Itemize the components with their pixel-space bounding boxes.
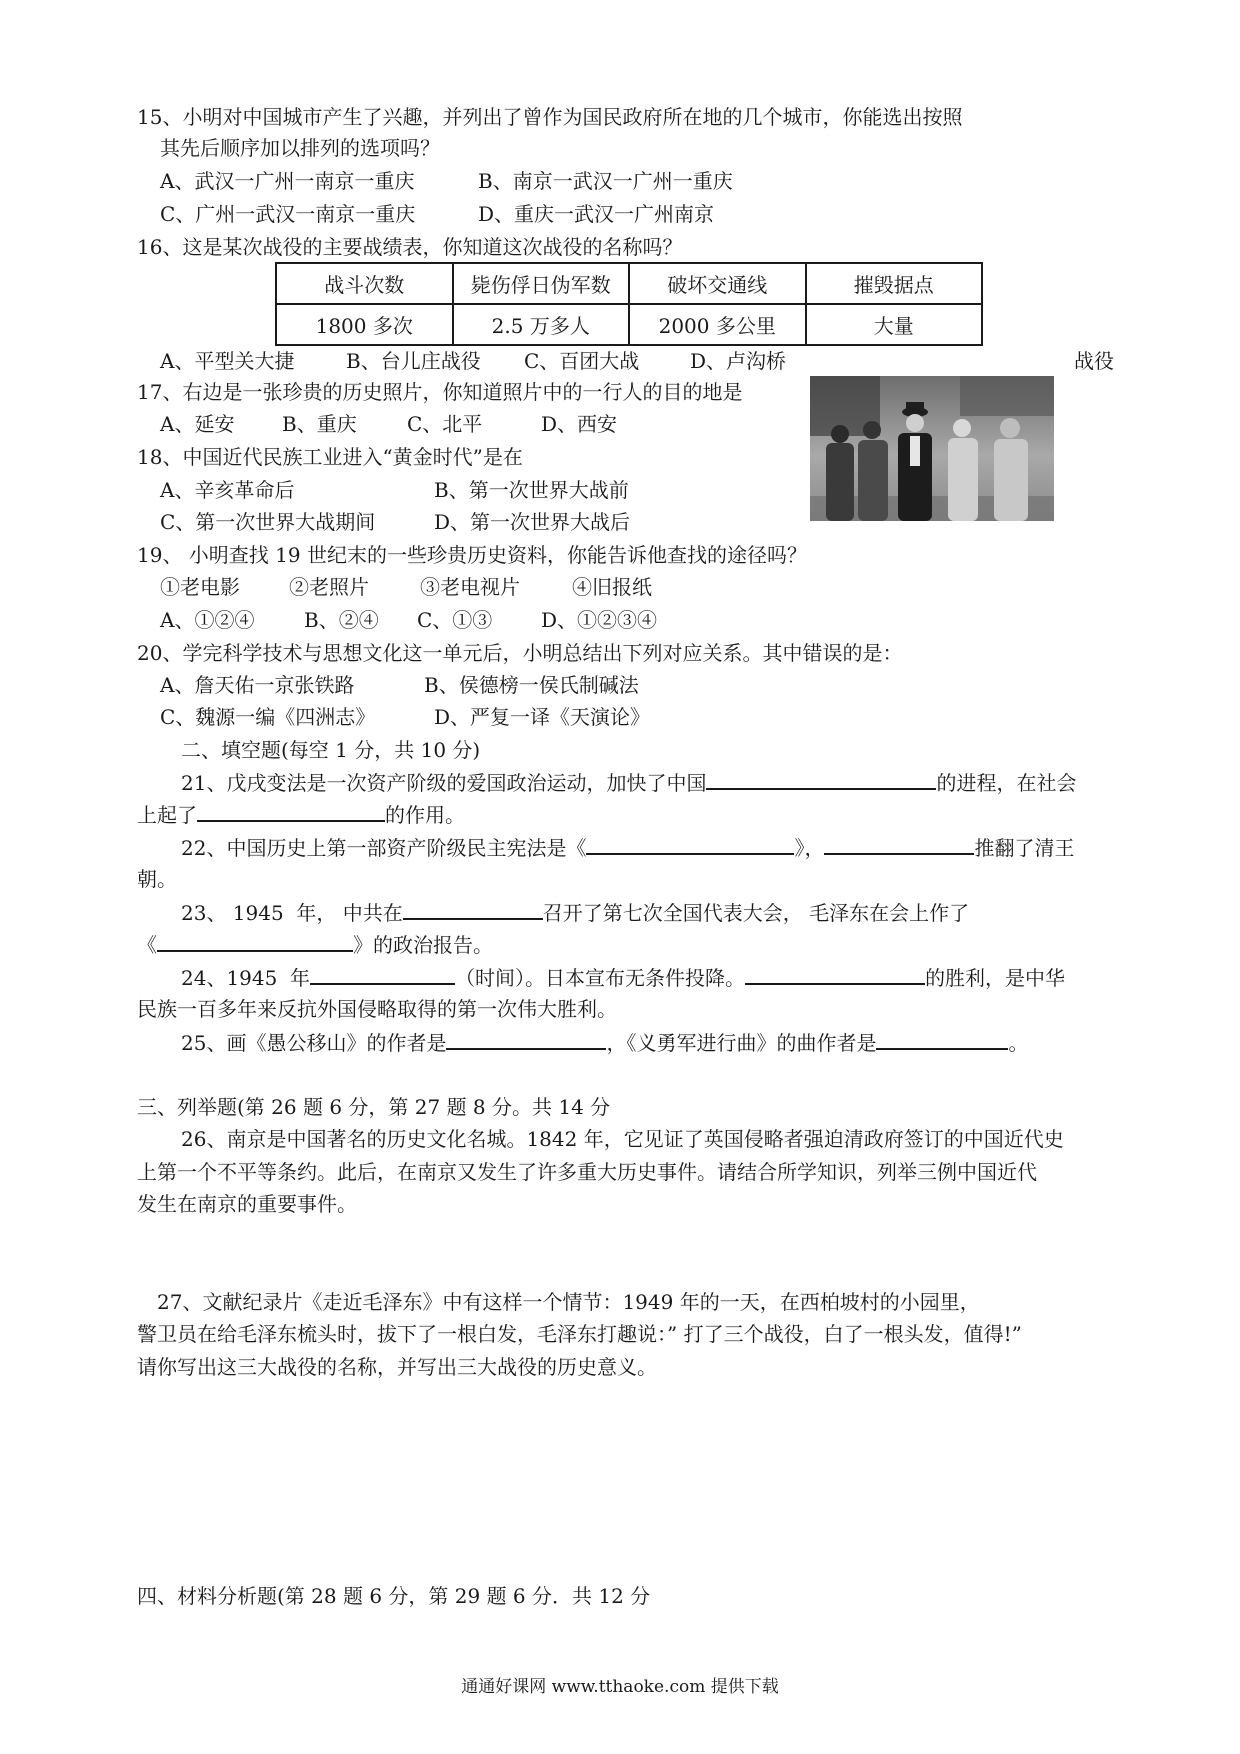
table-cell: 1800 多次	[276, 304, 453, 345]
q25-text: ，《义勇军进行曲》的曲作者是	[606, 1031, 877, 1055]
table-header-cell: 破坏交通线	[629, 263, 806, 304]
q23-line1	[181, 900, 969, 925]
q19-stem: 19、 小明查找 19 世纪末的一些珍贵历史资料，你能告诉他查找的途径吗？	[137, 543, 807, 567]
q22-answer-blank-2[interactable]	[824, 835, 974, 855]
q27-line1: 27、文献纪录片《走近毛泽东》中有这样一个情节：1949 年的一天，在西柏坡村的小园里，	[157, 1290, 980, 1314]
table-row	[276, 304, 982, 345]
q19-option-b: B、②④	[304, 608, 379, 632]
q23-text: 召开了第七次全国代表大会， 毛泽东在会上作了	[542, 901, 970, 925]
q18-option-c: C、第一次世界大战期间	[160, 510, 376, 534]
q21-answer-blank-2[interactable]	[197, 802, 385, 822]
q27-line3: 请你写出这三大战役的名称，并写出三大战役的历史意义。	[137, 1355, 657, 1379]
q22-answer-blank-1[interactable]	[586, 835, 794, 855]
section-3-heading: 三、列举题(第 26 题 6 分，第 27 题 8 分。共 14 分	[137, 1095, 611, 1119]
q16-tail-word: 战役	[1074, 349, 1114, 373]
q22-text: 》，	[794, 836, 825, 860]
table-header-cell: 摧毁据点	[806, 263, 983, 304]
q19-option-a: A、①②④	[160, 608, 255, 632]
q20-option-b: B、侯德榜一侯氏制碱法	[424, 673, 639, 697]
q26-line2: 上第一个不平等条约。此后，在南京又发生了许多重大历史事件。请结合所学知识，列举三例中国近代	[137, 1160, 1037, 1184]
q15-option-a: A、武汉一广州一南京一重庆	[160, 169, 415, 193]
q23-text: 23、 1945 年， 中共在	[181, 901, 403, 925]
q19-option-d: D、①②③④	[541, 608, 658, 632]
q25-text: 25、画《愚公移山》的作者是	[181, 1031, 447, 1055]
q24-answer-blank-2[interactable]	[745, 965, 925, 985]
q15-option-d: D、重庆一武汉一广州南京	[478, 202, 715, 226]
q17-option-d: D、西安	[541, 412, 618, 436]
q22-text: 22、中国历史上第一部资产阶级民主宪法是《	[181, 836, 587, 860]
section-2-heading: 二、填空题(每空 1 分，共 10 分)	[181, 738, 481, 762]
q19-item: ②老照片	[289, 575, 369, 599]
q23-text: 《	[137, 933, 157, 957]
q16-option-d: D、卢沟桥	[690, 349, 787, 373]
table-header-row	[276, 263, 982, 304]
table-cell: 2.5 万多人	[453, 304, 630, 345]
q21-text: 的进程，在社会	[936, 771, 1077, 795]
historical-photo-image	[810, 376, 1054, 521]
q16-option-b: B、台儿庄战役	[346, 349, 481, 373]
q21-text: 上起了	[137, 803, 197, 827]
q23-answer-blank-1[interactable]	[403, 900, 543, 920]
table-cell: 2000 多公里	[629, 304, 806, 345]
q23-answer-blank-2[interactable]	[157, 932, 353, 952]
q20-option-d: D、严复一译《天演论》	[434, 705, 651, 729]
q24-text: 24、1945 年	[181, 966, 311, 990]
q16-stem: 16、这是某次战役的主要战绩表，你知道这次战役的名称吗？	[137, 235, 683, 259]
historical-photo	[810, 376, 1054, 521]
q26-line1: 26、南京是中国著名的历史文化名城。1842 年，它见证了英国侵略者强迫清政府签订的中国近代史	[181, 1127, 1064, 1151]
q21-text: 21、戊戌变法是一次资产阶级的爱国政治运动，加快了中国	[181, 771, 707, 795]
q21-text: 的作用。	[385, 803, 465, 827]
table-cell: 大量	[806, 304, 983, 345]
q19-option-c: C、①③	[417, 608, 493, 632]
q22-text: 推翻了清王	[974, 836, 1075, 860]
q15-stem-line1: 15、小明对中国城市产生了兴趣，并列出了曾作为国民政府所在地的几个城市，你能选出按照	[137, 105, 963, 129]
q20-option-c: C、魏源一编《四洲志》	[160, 705, 376, 729]
q25-text: 。	[1008, 1031, 1029, 1055]
q25-answer-blank-2[interactable]	[876, 1030, 1008, 1050]
q17-option-c: C、北平	[407, 412, 483, 436]
q23-line2	[137, 932, 493, 957]
q18-option-d: D、第一次世界大战后	[434, 510, 631, 534]
q17-option-b: B、重庆	[282, 412, 357, 436]
q22-line2: 朝。	[137, 867, 177, 891]
q19-item: ④旧报纸	[572, 575, 652, 599]
q15-stem-line2: 其先后顺序加以排列的选项吗？	[160, 136, 440, 160]
q20-stem: 20、学完科学技术与思想文化这一单元后，小明总结出下列对应关系。其中错误的是：	[137, 641, 903, 665]
q24-text: （时间）。日本宣布无条件投降。	[455, 966, 746, 990]
q24-answer-blank-1[interactable]	[310, 965, 455, 985]
q19-item: ①老电影	[160, 575, 240, 599]
q18-stem: 18、中国近代民族工业进入“黄金时代”是在	[137, 445, 523, 469]
page-footer: 通通好课网 www.tthaoke.com 提供下载	[461, 1677, 779, 1697]
q20-option-a: A、詹天佑一京张铁路	[160, 673, 355, 697]
q21-answer-blank-1[interactable]	[706, 770, 936, 790]
q18-option-a: A、辛亥革命后	[160, 478, 295, 502]
q25-line	[181, 1030, 1028, 1055]
q21-line1	[181, 770, 1076, 795]
q22-line1	[181, 835, 1074, 860]
q16-option-c: C、百团大战	[524, 349, 640, 373]
q18-option-b: B、第一次世界大战前	[434, 478, 629, 502]
q19-item: ③老电视片	[420, 575, 520, 599]
q25-answer-blank-1[interactable]	[446, 1030, 606, 1050]
q17-option-a: A、延安	[160, 412, 235, 436]
q21-line2	[137, 802, 465, 827]
q24-text: 的胜利，是中华	[925, 966, 1066, 990]
q24-line1	[181, 965, 1065, 990]
table-header-cell: 毙伤俘日伪军数	[453, 263, 630, 304]
battle-results-table	[275, 262, 983, 346]
section-4-heading: 四、材料分析题(第 28 题 6 分，第 29 题 6 分．共 12 分	[137, 1584, 651, 1608]
q24-line2: 民族一百多年来反抗外国侵略取得的第一次伟大胜利。	[137, 997, 617, 1021]
q26-line3: 发生在南京的重要事件。	[137, 1192, 357, 1216]
q23-text: 》的政治报告。	[353, 933, 493, 957]
q15-option-b: B、南京一武汉一广州一重庆	[478, 169, 733, 193]
q17-stem: 17、右边是一张珍贵的历史照片，你知道照片中的一行人的目的地是	[137, 380, 743, 404]
table-header-cell: 战斗次数	[276, 263, 453, 304]
q16-option-a: A、平型关大捷	[160, 349, 295, 373]
q15-option-c: C、广州一武汉一南京一重庆	[160, 202, 416, 226]
q27-line2: 警卫员在给毛泽东梳头时，拔下了一根白发，毛泽东打趣说：” 打了三个战役，白了一根头发，值得!”	[137, 1322, 1022, 1346]
